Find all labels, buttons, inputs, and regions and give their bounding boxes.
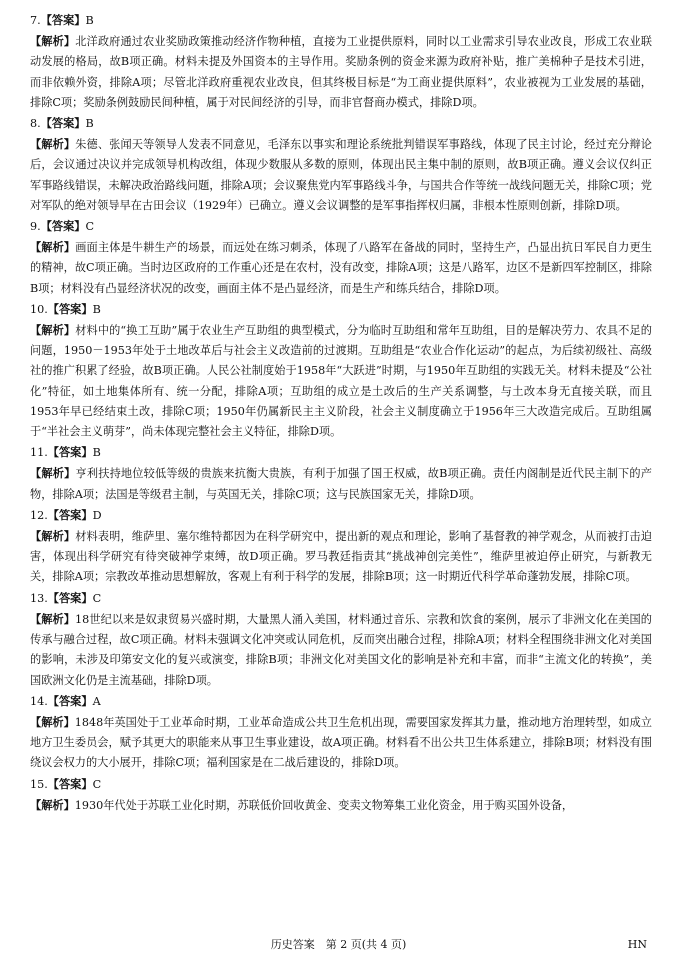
answer-line bbox=[30, 442, 652, 463]
question-item bbox=[30, 299, 652, 442]
analysis-paragraph bbox=[30, 320, 652, 442]
analysis-paragraph bbox=[30, 134, 652, 216]
analysis-text: 亨利扶持地位较低等级的贵族来抗衡大贵族，有利于加强了国王权威，故B项正确。责任内阁制是近代民主制下的产物，排除A项；法国是等级君主制，与英国无关，排除C项；这与民族国家无关，排除D项。 bbox=[30, 467, 652, 501]
answer-line bbox=[30, 588, 652, 609]
answer-content bbox=[30, 10, 652, 816]
answer-tag: 【答案】 bbox=[47, 776, 93, 791]
question-item bbox=[30, 216, 652, 299]
question-number: 13. bbox=[30, 591, 48, 605]
answer-value: B bbox=[92, 446, 101, 460]
answer-tag: 【答案】 bbox=[40, 116, 86, 131]
answer-value: C bbox=[85, 220, 95, 234]
answer-value: D bbox=[92, 508, 102, 522]
answer-value: A bbox=[92, 694, 101, 708]
question-item bbox=[30, 505, 652, 588]
answer-value: B bbox=[85, 14, 94, 27]
answer-tag: 【答案】 bbox=[40, 13, 86, 27]
answer-value: C bbox=[92, 591, 102, 605]
answer-tag: 【答案】 bbox=[47, 590, 93, 605]
question-number: 12. bbox=[30, 508, 48, 522]
footer-page-info: 历史答案 第 2 页(共 4 页) bbox=[270, 938, 407, 951]
answer-line bbox=[30, 113, 652, 134]
analysis-text: 材料中的“换工互助”属于农业生产互助组的典型模式，分为临时互助组和常年互助组，目的是解决劳力、农具不足的问题，1950－1953年处于土地改革后与社会主义改造前的过渡期。互助组是“农业合作化运动”的起点，为后续初级社、高级社的推广积累了经验，故B项正确。人民公社制度始于1958年“大跃进”时期，与1950年互助组的实践无关。材料未提及“公社化”特征，如土地集体所有、统一分配，排除A项；互助组的成立是土改后的生产关系调整，与土改本身无直接关联，而且1953年早已经结束土改，排除C项；1950年仍属新民主主义阶段，社会主义制度确立于1956年三大改造完成后。互助组属于“半社会主义萌芽”，尚未体现完整社会主义特征，排除D项。 bbox=[30, 324, 652, 439]
analysis-tag: 【解析】 bbox=[30, 240, 76, 255]
analysis-text: 18世纪以来是奴隶贸易兴盛时期，大量黑人涌入美国，材料通过音乐、宗教和饮食的案例，展示了非洲文化在美国的传承与融合过程，故C项正确。材料未强调文化冲突或认同危机，反而突出融合过程，排除A项；材料全程围绕非洲文化对美国的影响，未涉及印第安文化的复兴或演变，排除B项；非洲文化对美国文化的影响是补充和丰富，而非“主流文化的转换”，美国欧洲文化仍是主流基础，排除D项。 bbox=[30, 612, 652, 687]
question-number: 8. bbox=[30, 117, 41, 131]
question-item bbox=[30, 113, 652, 216]
analysis-paragraph bbox=[30, 463, 652, 504]
answer-line bbox=[30, 691, 652, 712]
answer-line bbox=[30, 10, 652, 31]
answer-line bbox=[30, 299, 652, 320]
question-item bbox=[30, 10, 652, 113]
question-number: 10. bbox=[30, 302, 48, 316]
analysis-tag: 【解析】 bbox=[30, 137, 76, 152]
analysis-paragraph bbox=[30, 609, 652, 691]
question-number: 14. bbox=[30, 694, 48, 708]
analysis-tag: 【解析】 bbox=[30, 714, 75, 729]
question-number: 11. bbox=[30, 446, 48, 460]
question-number: 7. bbox=[30, 14, 41, 27]
analysis-text: 1930年代处于苏联工业化时期，苏联低价回收黄金、变卖文物筹集工业化资金，用于购买国外设备， bbox=[74, 798, 574, 812]
answer-line bbox=[30, 216, 652, 237]
answer-tag: 【答案】 bbox=[47, 507, 93, 522]
question-number: 15. bbox=[30, 777, 48, 791]
analysis-paragraph bbox=[30, 795, 652, 816]
analysis-paragraph bbox=[30, 237, 652, 299]
answer-value: B bbox=[92, 302, 101, 316]
question-item bbox=[30, 774, 652, 816]
answer-value: B bbox=[85, 117, 94, 131]
answer-tag: 【答案】 bbox=[40, 219, 86, 234]
analysis-text: 1848年英国处于工业革命时期，工业革命造成公共卫生危机出现，需要国家发挥其力量，推动地方治理转型，如成立地方卫生委员会，赋予其更大的职能来从事卫生事业建设，故A项正确。材料看不出公共卫生体系建立，排除B项；材料没有围绕议会权力的大小展开，排除C项；福利国家是在二战后建设的，排除D项。 bbox=[30, 715, 652, 770]
analysis-tag: 【解析】 bbox=[30, 466, 76, 481]
answer-value: C bbox=[92, 777, 102, 791]
analysis-tag: 【解析】 bbox=[30, 611, 76, 626]
analysis-paragraph bbox=[30, 712, 652, 774]
analysis-paragraph bbox=[30, 31, 652, 113]
answer-line bbox=[30, 774, 652, 795]
footer-region-code: HN bbox=[627, 938, 647, 951]
analysis-text: 材料表明，维萨里、塞尔维特都因为在科学研究中，提出新的观点和理论，影响了基督教的神学观念，从而被打击迫害，体现出科学研究有待突破神学束缚，故D项正确。罗马教廷指责其“挑战神创完美性”，维萨里被迫停止研究，与新教无关，排除A项；宗教改革推动思想解放，客观上有利于科学的发展，排除B项；这一时期近代科学革命蓬勃发展，排除C项。 bbox=[30, 530, 652, 584]
answer-tag: 【答案】 bbox=[47, 693, 93, 708]
analysis-tag: 【解析】 bbox=[30, 529, 76, 544]
question-number: 9. bbox=[30, 220, 41, 234]
analysis-text: 朱德、张闻天等领导人发表不同意见，毛泽东以事实和理论系统批判错误军事路线，体现了民主讨论，经过充分辩论后，会议通过决议并完成领导机构改组，体现少数服从多数的原则，体现出民主集中制的原则，故B项正确。遵义会议仅纠正军事路线错误，未解决政治路线问题，排除A项；会议聚焦党内军事路线斗争，与国共合作等统一战线问题无关，排除C项；党对军队的绝对领导早在古田会议（1929年）已确立。遵义会议调整的是军事指挥权归属，非根本性原则创新，排除D项。 bbox=[30, 138, 652, 212]
question-item bbox=[30, 588, 652, 691]
analysis-tag: 【解析】 bbox=[30, 797, 75, 812]
analysis-text: 北洋政府通过农业奖励政策推动经济作物种植，直接为工业提供原料，同时以工业需求引导农业改良，形成工农业联动发展的格局，故B项正确。材料未提及外国资本的主导作用。奖励条例的资金来源为政府补贴，推广美棉种子是技术引进，而非依赖外资，排除A项；尽管北洋政府重视农业改良，但其终极目标是“为工商业提供原料”，农业被视为工业发展的基础，排除C项；奖励条例鼓励民间种植，属于对民间经济的引导，而非官督商办模式，排除D项。 bbox=[30, 35, 652, 109]
answer-line bbox=[30, 505, 652, 526]
analysis-paragraph bbox=[30, 526, 652, 588]
question-item bbox=[30, 442, 652, 505]
analysis-text: 画面主体是牛耕生产的场景，而远处在练习刺杀，体现了八路军在备战的同时，坚持生产，凸显出抗日军民自力更生的精神，故C项正确。当时边区政府的工作重心还是在农村，没有改变，排除A项；这是八路军，边区不是新四军控制区，排除B项；材料没有凸显经济状况的改变，画面主体不是凸显经济，而是生产和练兵结合，排除D项。 bbox=[30, 241, 652, 295]
question-item bbox=[30, 691, 652, 774]
answer-tag: 【答案】 bbox=[47, 301, 93, 316]
analysis-tag: 【解析】 bbox=[30, 34, 76, 49]
answer-tag: 【答案】 bbox=[47, 445, 93, 460]
analysis-tag: 【解析】 bbox=[30, 323, 76, 338]
